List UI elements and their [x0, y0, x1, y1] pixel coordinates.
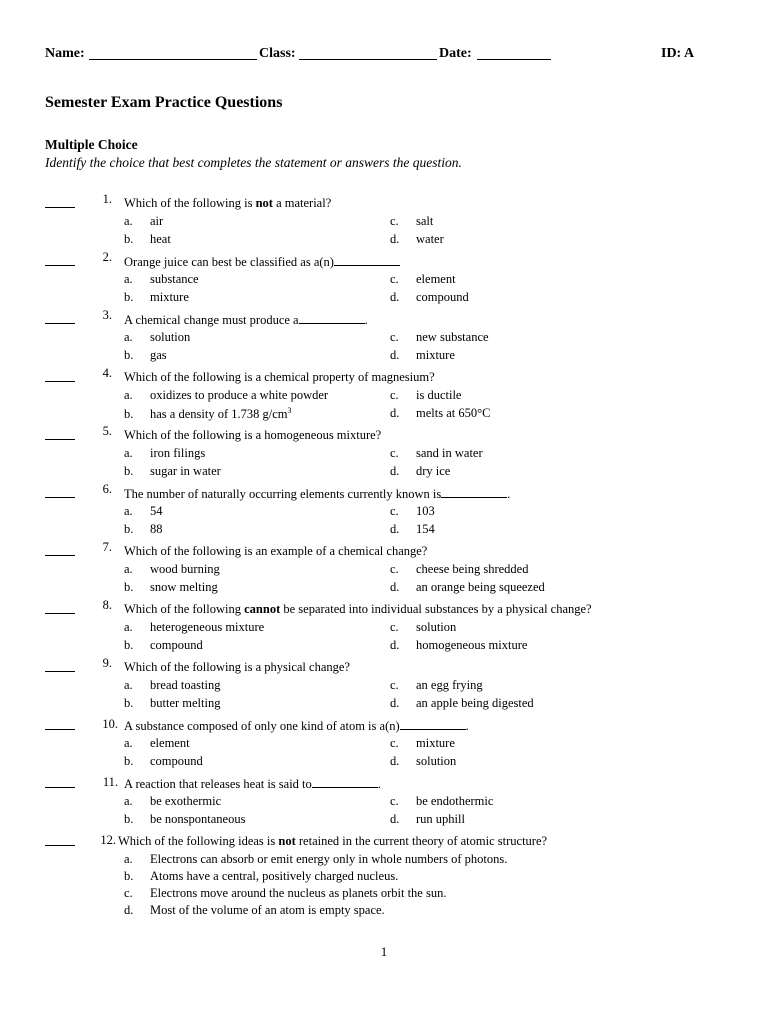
choice-a[interactable]: a. iron filings	[124, 446, 206, 460]
choice-d[interactable]: d. homogeneous mixture	[390, 638, 528, 652]
choice-d[interactable]: d. an orange being squeezed	[390, 580, 545, 594]
choice-c[interactable]: c. salt	[390, 214, 434, 228]
question-number: 9.	[102, 656, 112, 670]
choice-c[interactable]: c. 103	[390, 504, 435, 518]
choice-d[interactable]: d. dry ice	[390, 464, 451, 478]
question-number: 5.	[102, 424, 112, 438]
question-stem: The number of naturally occurring elements currently known is .	[124, 487, 511, 501]
question-number: 8.	[102, 598, 112, 612]
answer-blank[interactable]	[45, 381, 75, 382]
choice-a[interactable]: a. element	[124, 736, 190, 750]
choice-d[interactable]: d. mixture	[390, 348, 455, 362]
question-number: 7.	[102, 540, 112, 554]
answer-blank[interactable]	[45, 613, 75, 614]
instructions: Identify the choice that best completes the statement or answers the question.	[45, 155, 462, 170]
question-stem: Which of the following is not a material?	[124, 196, 332, 210]
choice-b[interactable]: b. heat	[124, 232, 171, 246]
choice-b[interactable]: b. sugar in water	[124, 464, 221, 478]
choice-b[interactable]: b. butter melting	[124, 696, 221, 710]
question-number: 1.	[102, 192, 112, 206]
choice-a[interactable]: a. substance	[124, 272, 199, 286]
choice-d[interactable]: d. Most of the volume of an atom is empty space.	[124, 903, 385, 917]
choice-c[interactable]: c. be endothermic	[390, 794, 494, 808]
choice-c[interactable]: c. is ductile	[390, 388, 462, 402]
question-stem: Orange juice can best be classified as a(n)	[124, 254, 400, 270]
choice-a[interactable]: a. 54	[124, 504, 163, 518]
section-heading: Multiple Choice	[45, 137, 138, 152]
answer-blank[interactable]	[45, 323, 75, 324]
choice-a[interactable]: a. heterogeneous mixture	[124, 620, 265, 634]
answer-blank[interactable]	[45, 497, 75, 498]
question-number: 2.	[102, 250, 112, 264]
choice-b[interactable]: b. compound	[124, 754, 203, 768]
question-number: 4.	[102, 366, 112, 380]
question-number: 11.	[102, 775, 118, 789]
answer-blank[interactable]	[45, 729, 75, 730]
choice-c[interactable]: c. mixture	[390, 736, 455, 750]
choice-b[interactable]: b. Atoms have a central, positively charged nucleus.	[124, 869, 399, 883]
choice-c[interactable]: c. sand in water	[390, 446, 483, 460]
choice-d[interactable]: d. an apple being digested	[390, 696, 534, 710]
answer-blank[interactable]	[45, 671, 75, 672]
choice-a[interactable]: a. be exothermic	[124, 794, 222, 808]
question-stem: A reaction that releases heat is said to .	[124, 777, 381, 791]
question-number: 12.	[100, 833, 116, 847]
answer-blank[interactable]	[45, 555, 75, 556]
choice-b[interactable]: b. 88	[124, 522, 163, 536]
choice-c[interactable]: c. Electrons move around the nucleus as planets orbit the sun.	[124, 886, 447, 900]
question-stem: Which of the following is an example of a chemical change?	[124, 544, 428, 558]
question-stem: Which of the following is a physical change?	[124, 660, 350, 674]
answer-blank[interactable]	[45, 265, 75, 266]
choice-b[interactable]: b. has a density of 1.738 $g/cm^3$	[124, 406, 292, 422]
choice-c[interactable]: c. element	[390, 272, 456, 286]
choice-a[interactable]: a. oxidizes to produce a white powder	[124, 388, 329, 402]
name-label: Name:	[45, 46, 85, 61]
choice-a[interactable]: a. bread toasting	[124, 678, 221, 692]
choice-c[interactable]: c. new substance	[390, 330, 489, 344]
question-stem: A chemical change must produce a .	[124, 313, 368, 327]
question-stem: Which of the following is a homogeneous mixture?	[124, 428, 382, 442]
answer-blank[interactable]	[45, 207, 75, 208]
answer-blank[interactable]	[45, 845, 75, 846]
choice-c[interactable]: c. cheese being shredded	[390, 562, 529, 576]
choice-b[interactable]: b. be nonspontaneous	[124, 812, 246, 826]
question-stem: A substance composed of only one kind of atom is a(n) .	[124, 719, 469, 733]
choice-d[interactable]: d. compound	[390, 290, 469, 304]
date-line	[477, 46, 551, 65]
page-title: Semester Exam Practice Questions	[45, 94, 283, 111]
class-label: Class:	[259, 46, 296, 61]
answer-blank[interactable]	[45, 439, 75, 440]
name-line	[89, 46, 257, 65]
choice-d[interactable]: d. run uphill	[390, 812, 465, 826]
question-stem: Which of the following cannot be separated into individual substances by a physical change?	[124, 602, 592, 616]
choice-b[interactable]: b. gas	[124, 348, 167, 362]
class-line	[299, 46, 437, 65]
choice-c[interactable]: c. an egg frying	[390, 678, 483, 692]
page-number: 1	[380, 944, 388, 959]
choice-d[interactable]: d. 154	[390, 522, 435, 536]
choice-a[interactable]: a. wood burning	[124, 562, 220, 576]
choice-a[interactable]: a. Electrons can absorb or emit energy only in whole numbers of photons.	[124, 852, 508, 866]
question-number: 6.	[102, 482, 112, 496]
choice-a[interactable]: a. air	[124, 214, 164, 228]
choice-b[interactable]: b. snow melting	[124, 580, 218, 594]
id-label: ID: A	[661, 46, 695, 61]
choice-d[interactable]: d. solution	[390, 754, 457, 768]
choice-d[interactable]: d. melts at 650°C	[390, 406, 491, 420]
question-stem: Which of the following ideas is not retained in the current theory of atomic structure?	[118, 834, 548, 848]
choice-a[interactable]: a. solution	[124, 330, 191, 344]
choice-c[interactable]: c. solution	[390, 620, 457, 634]
date-label: Date:	[439, 46, 472, 61]
choice-b[interactable]: b. compound	[124, 638, 203, 652]
question-stem: Which of the following is a chemical property of magnesium?	[124, 370, 435, 384]
choice-d[interactable]: d. water	[390, 232, 444, 246]
answer-blank[interactable]	[45, 787, 75, 788]
question-number: 10.	[102, 717, 118, 731]
question-number: 3.	[102, 308, 112, 322]
choice-b[interactable]: b. mixture	[124, 290, 189, 304]
